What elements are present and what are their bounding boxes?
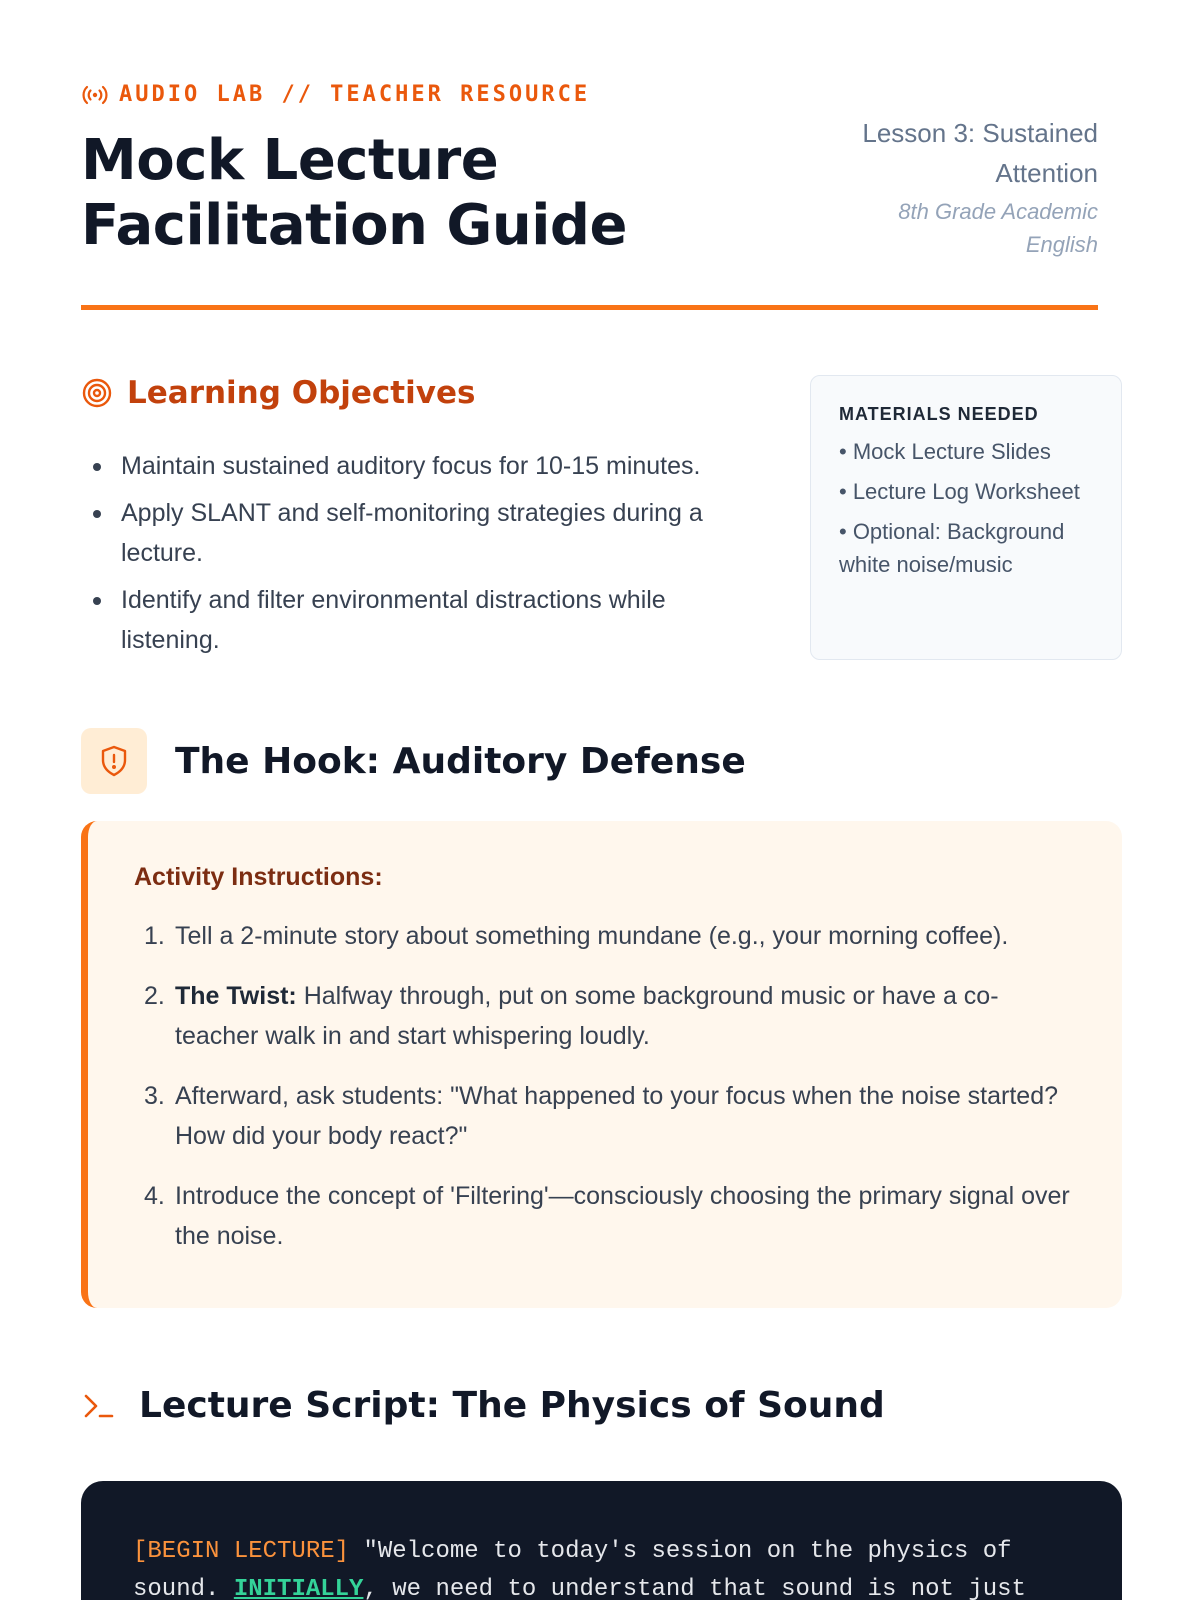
list-item: • Lecture Log Worksheet bbox=[839, 479, 1080, 504]
lesson-label-line-1: Lesson 3: Sustained bbox=[862, 118, 1098, 148]
script-code-block bbox=[81, 1481, 1122, 1600]
materials-heading: MATERIALS NEEDED bbox=[839, 404, 1039, 424]
list-item bbox=[134, 976, 1076, 1056]
kicker bbox=[81, 82, 590, 107]
grade-label bbox=[828, 195, 1098, 261]
script-keyword: INITIALLY bbox=[233, 1576, 364, 1600]
list-item: • Mock Lecture Slides bbox=[839, 439, 1051, 464]
header bbox=[81, 0, 1098, 310]
list-item bbox=[134, 1076, 1076, 1156]
activity-label: Activity Instructions: bbox=[134, 863, 383, 891]
shield-alert-icon bbox=[97, 744, 131, 778]
script-title: Lecture Script: The Physics of Sound bbox=[139, 1385, 885, 1426]
page-title-line-2: Facilitation Guide bbox=[81, 193, 627, 258]
step-text: Tell a 2-minute story about something mundane (e.g., your morning coffee). bbox=[175, 922, 1009, 950]
script-text: , we need to understand that sound is not just bbox=[363, 1576, 1026, 1600]
step-text: Halfway through, put on some background music or have a co-teacher walk in and start whispering loudly. bbox=[175, 982, 999, 1050]
list-item: Maintain sustained auditory focus for 10-15 minutes. bbox=[121, 446, 771, 486]
materials-card bbox=[810, 375, 1122, 660]
target-icon bbox=[81, 377, 113, 409]
step-number: 1. bbox=[144, 922, 165, 950]
list-item: Identify and filter environmental distractions while listening. bbox=[121, 580, 771, 660]
hook-title: The Hook: Auditory Defense bbox=[175, 740, 746, 782]
list-item bbox=[134, 1176, 1076, 1256]
page-title-line-1: Mock Lecture bbox=[81, 128, 499, 193]
list-item: • Optional: Background white noise/music bbox=[839, 519, 1065, 577]
step-number: 4. bbox=[144, 1182, 165, 1210]
lesson-label bbox=[828, 113, 1098, 193]
script-tag: [BEGIN LECTURE] bbox=[133, 1538, 350, 1565]
objectives-heading-text: Learning Objectives bbox=[127, 375, 476, 411]
activity-box bbox=[81, 821, 1122, 1308]
grade-label-line-1: 8th Grade Academic bbox=[898, 199, 1098, 224]
grade-label-line-2: English bbox=[1025, 232, 1098, 257]
broadcast-icon bbox=[81, 84, 109, 106]
objectives-heading bbox=[81, 375, 475, 411]
step-text: Introduce the concept of 'Filtering'—consciously choosing the primary signal over the noise. bbox=[175, 1182, 1070, 1250]
lesson-label-line-2: Attention bbox=[995, 158, 1098, 188]
step-emphasis: The Twist: bbox=[175, 982, 297, 1010]
activity-steps bbox=[134, 916, 1076, 1256]
list-item: Apply SLANT and self-monitoring strategies during a lecture. bbox=[121, 493, 771, 573]
materials-list bbox=[839, 435, 1093, 581]
kicker-text: AUDIO LAB // TEACHER RESOURCE bbox=[119, 82, 591, 107]
page-title bbox=[81, 128, 721, 258]
hook-heading bbox=[81, 728, 746, 794]
step-number: 3. bbox=[144, 1082, 165, 1110]
script-heading bbox=[81, 1385, 885, 1426]
list-item bbox=[134, 916, 1076, 956]
script-text: "Welcome to today's session on the physics of sound. bbox=[133, 1538, 1012, 1600]
step-text: Afterward, ask students: "What happened to your focus when the noise started? How did your body react?" bbox=[175, 1082, 1058, 1150]
objectives-list bbox=[121, 446, 771, 667]
terminal-icon bbox=[81, 1388, 117, 1424]
hook-icon-tile bbox=[81, 728, 147, 794]
step-number: 2. bbox=[144, 982, 165, 1010]
